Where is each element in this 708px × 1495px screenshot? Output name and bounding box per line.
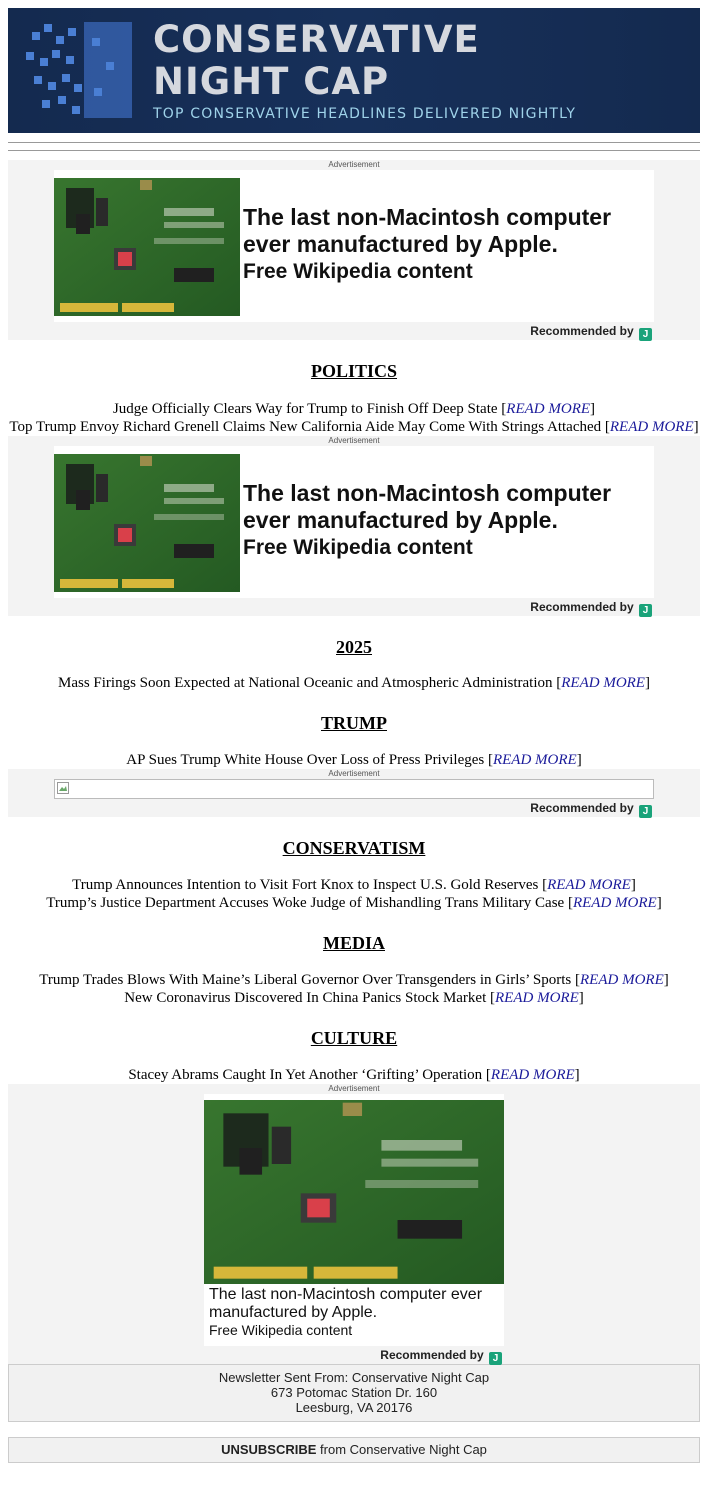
divider	[8, 150, 700, 151]
read-more-link[interactable]: READ MORE	[490, 1067, 575, 1083]
headline-list	[8, 400, 700, 436]
masthead-title-line1: CONSERVATIVE	[153, 18, 480, 61]
read-more-link[interactable]: READ MORE	[561, 675, 645, 691]
recommended-by[interactable]	[8, 322, 700, 340]
circuit-board-image	[54, 178, 240, 316]
newsletter	[8, 8, 700, 1463]
advertisement-label: Advertisement	[328, 769, 380, 778]
recommended-label: Recommended by	[380, 1348, 484, 1362]
headline-item: AP Sues Trump White House Over Loss of Press Privileges [READ MORE]	[126, 752, 582, 768]
footer-sender: Newsletter Sent From: Conservative Night Cap	[218, 1370, 490, 1385]
ad-headline-line2: ever manufactured by Apple.	[243, 231, 558, 257]
broken-ad-image[interactable]	[54, 779, 654, 799]
section-title-culture: CULTURE	[310, 1028, 398, 1048]
headline-item: Top Trump Envoy Richard Grenell Claims New California Aide May Come With Strings Attached [READ MORE]	[9, 419, 699, 435]
advertisement-block	[8, 160, 700, 340]
unsubscribe-link[interactable]	[8, 1437, 700, 1463]
unsubscribe-label: UNSUBSCRIBE	[221, 1442, 317, 1457]
headline-item: Stacey Abrams Caught In Yet Another ‘Grifting’ Operation [READ MORE]	[128, 1067, 580, 1083]
ad-card[interactable]	[54, 170, 654, 322]
footer-address-street: 673 Potomac Station Dr. 160	[270, 1385, 438, 1400]
headline-text: Stacey Abrams Caught In Yet Another ‘Grifting’ Operation	[128, 1067, 483, 1083]
masthead-title-line2: NIGHT CAP	[153, 60, 390, 103]
section-title-2025: 2025	[336, 637, 372, 657]
ad-card[interactable]	[204, 1094, 504, 1346]
recommender-logo-icon: J	[639, 604, 652, 617]
advertisement-label: Advertisement	[328, 1084, 380, 1093]
recommended-by[interactable]	[8, 598, 700, 616]
headline-list	[8, 674, 700, 692]
ad-headline: The last non-Macintosh computer ever manufactured by Apple.	[209, 1286, 483, 1321]
recommended-by[interactable]	[8, 799, 700, 817]
read-more-link[interactable]: READ MORE	[492, 752, 577, 768]
section-title-politics: POLITICS	[310, 361, 398, 381]
headline-item: Judge Officially Clears Way for Trump to Finish Off Deep State [READ MORE]	[112, 401, 596, 417]
headline-text: Mass Firings Soon Expected at National Oceanic and Atmospheric Administration	[58, 675, 553, 691]
headline-text: Trump Trades Blows With Maine’s Liberal Governor Over Transgenders in Girls’ Sports	[39, 972, 572, 988]
recommended-label: Recommended by	[530, 801, 634, 815]
read-more-link[interactable]: READ MORE	[495, 990, 579, 1006]
divider	[8, 142, 700, 143]
recommender-logo-icon: J	[489, 1352, 502, 1365]
headline-list	[8, 751, 700, 769]
headline-list	[8, 1066, 700, 1084]
advertisement-block	[8, 1084, 700, 1364]
circuit-board-image	[54, 454, 240, 592]
headline-text: AP Sues Trump White House Over Loss of Press Privileges	[126, 752, 485, 768]
headline-list	[8, 876, 700, 912]
recommended-label: Recommended by	[530, 324, 634, 338]
headline-text: Judge Officially Clears Way for Trump to Finish Off Deep State	[112, 401, 498, 417]
pixel-logo-icon	[22, 18, 132, 123]
unsubscribe-suffix: from Conservative Night Cap	[316, 1442, 487, 1457]
read-more-link[interactable]: READ MORE	[609, 419, 694, 435]
ad-headline-line1: The last non-Macintosh computer	[243, 480, 612, 506]
advertisement-block	[8, 769, 700, 817]
section-title-media: MEDIA	[323, 933, 385, 953]
headline-text: New Coronavirus Discovered In China Panics Stock Market	[124, 990, 487, 1006]
headline-text: Trump’s Justice Department Accuses Woke Judge of Mishandling Trans Military Case	[46, 895, 565, 911]
ad-headline-line1: The last non-Macintosh computer	[243, 204, 612, 230]
masthead-banner[interactable]	[8, 8, 700, 133]
headline-item: Trump Announces Intention to Visit Fort Knox to Inspect U.S. Gold Reserves [READ MORE]	[72, 877, 636, 893]
read-more-link[interactable]: READ MORE	[572, 895, 657, 911]
circuit-board-image	[204, 1100, 504, 1284]
ad-source: Free Wikipedia content	[243, 536, 473, 559]
headline-text: Trump Announces Intention to Visit Fort Knox to Inspect U.S. Gold Reserves	[72, 877, 539, 893]
ad-source: Free Wikipedia content	[243, 260, 473, 283]
recommended-by[interactable]	[8, 1346, 700, 1364]
newsletter-footer	[8, 1364, 700, 1422]
ad-headline-line2: ever manufactured by Apple.	[243, 507, 558, 533]
read-more-link[interactable]: READ MORE	[506, 401, 591, 417]
section-title-conservatism: CONSERVATISM	[282, 838, 426, 858]
advertisement-block	[8, 436, 700, 616]
headline-item: Trump Trades Blows With Maine’s Liberal Governor Over Transgenders in Girls’ Sports [READ MORE]	[39, 972, 669, 988]
recommender-logo-icon: J	[639, 805, 652, 818]
ad-card[interactable]	[54, 446, 654, 598]
headline-item: Trump’s Justice Department Accuses Woke Judge of Mishandling Trans Military Case [READ MORE]	[46, 895, 662, 911]
read-more-link[interactable]: READ MORE	[547, 877, 631, 893]
advertisement-label: Advertisement	[328, 160, 380, 169]
masthead-tagline: TOP CONSERVATIVE HEADLINES DELIVERED NIGHTLY	[153, 106, 577, 122]
advertisement-label: Advertisement	[328, 436, 380, 445]
broken-image-icon	[57, 782, 69, 794]
headline-item: Mass Firings Soon Expected at National Oceanic and Atmospheric Administration [READ MORE]	[58, 675, 650, 691]
recommended-label: Recommended by	[530, 600, 634, 614]
ad-source: Free Wikipedia content	[209, 1322, 353, 1338]
headline-list	[8, 971, 700, 1007]
headline-text: Top Trump Envoy Richard Grenell Claims New California Aide May Come With Strings Attached	[9, 419, 602, 435]
footer-address-city: Leesburg, VA 20176	[295, 1400, 413, 1415]
recommender-logo-icon: J	[639, 328, 652, 341]
read-more-link[interactable]: READ MORE	[580, 972, 664, 988]
section-title-trump: TRUMP	[321, 713, 387, 733]
headline-item: New Coronavirus Discovered In China Panics Stock Market [READ MORE]	[124, 990, 584, 1006]
